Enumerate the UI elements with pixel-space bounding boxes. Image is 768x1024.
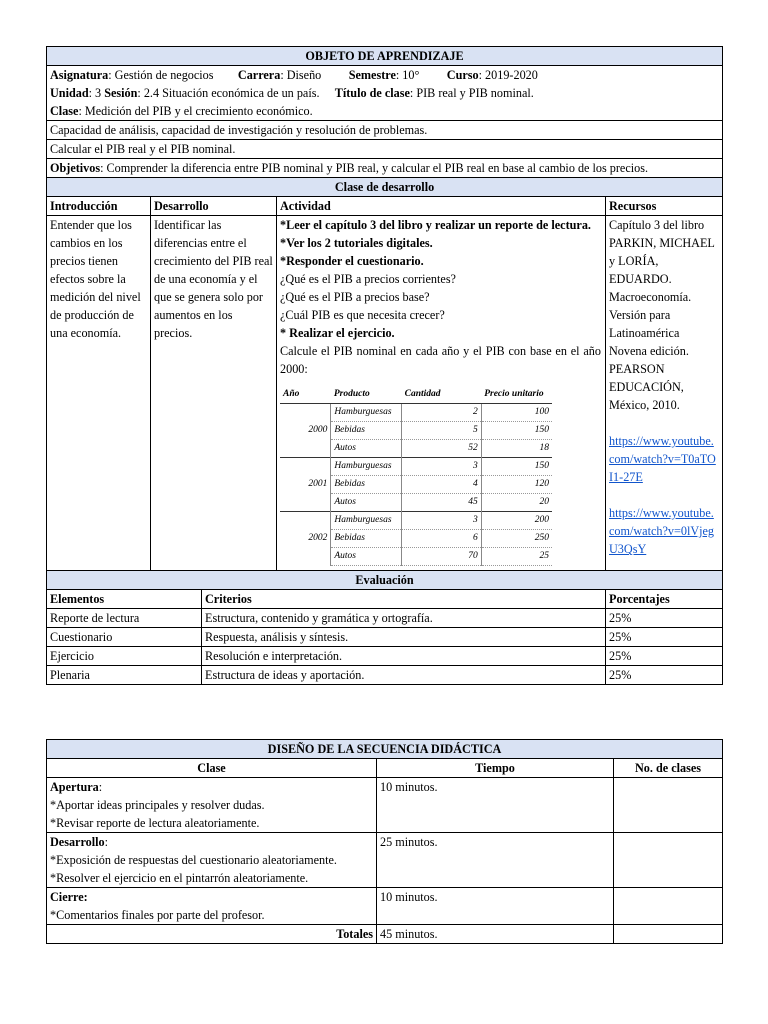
apertura-no [614, 778, 723, 833]
act-q1: ¿Qué es el PIB a precios corrientes? [280, 272, 456, 286]
ex-cell: 25 [481, 548, 552, 566]
act-responder: *Responder el cuestionario. [280, 254, 424, 268]
eval-elemento: Ejercicio [47, 647, 202, 666]
ex-cell: Autos [331, 548, 402, 566]
totales-label: Totales [47, 925, 377, 944]
act-realizar: * Realizar el ejercicio. [280, 326, 395, 340]
ex-header-precio: Precio unitario [481, 386, 552, 404]
ex-cell: Bebidas [331, 422, 402, 440]
ex-cell: 250 [481, 530, 552, 548]
recursos-cell [606, 216, 723, 571]
desarrollo-time: 25 minutos. [377, 833, 614, 888]
intro-cell: Entender que los cambios en los precios tienen efectos sobre la medición del nivel de producción de una economía. [47, 216, 151, 571]
ex-cell: 200 [481, 512, 552, 530]
eval-porcentaje: 25% [606, 666, 723, 685]
ex-cell: 20 [481, 494, 552, 512]
recursos-book: Capítulo 3 del libro PARKIN, MICHAEL y LORÍA, EDUARDO. Macroeconomía. Versión para Latinoamérica Novena edición. PEARSON EDUCACIÓN, México, 2010. [609, 218, 715, 412]
desarrollo-section-title: Clase de desarrollo [47, 178, 723, 197]
secuencia-title: DISEÑO DE LA SECUENCIA DIDÁCTICA [47, 740, 723, 759]
eval-row [47, 647, 723, 666]
ex-cell: 150 [481, 422, 552, 440]
col-desarrollo: Desarrollo [151, 197, 277, 216]
col-porcentajes: Porcentajes [606, 590, 723, 609]
ex-cell: Hamburguesas [331, 404, 402, 422]
ex-cell: 120 [481, 476, 552, 494]
youtube-link-1[interactable]: https://www.youtube.com/watch?v=T0aTOI1-27E [609, 434, 716, 484]
ex-year-2000: 2000 [280, 404, 331, 458]
eval-elemento: Cuestionario [47, 628, 202, 647]
apertura-cell: Apertura: *Aportar ideas principales y resolver dudas. *Revisar reporte de lectura aleatoriamente. [47, 778, 377, 833]
objeto-aprendizaje-table [46, 46, 723, 685]
objetivos-row: Objetivos: Comprender la diferencia entre PIB nominal y PIB real, y calcular el PIB real en base al cambio de los precios. [47, 159, 723, 178]
eval-porcentaje: 25% [606, 609, 723, 628]
eval-porcentaje: 25% [606, 647, 723, 666]
evaluacion-title: Evaluación [47, 571, 723, 590]
ex-header-ano: Año [280, 386, 331, 404]
desarrollo-seq-cell: Desarrollo: *Exposición de respuestas del cuestionario aleatoriamente. *Resolver el ejercicio en el pintarrón aleatoriamente. [47, 833, 377, 888]
ex-cell: 150 [481, 458, 552, 476]
ex-cell: Autos [331, 494, 402, 512]
totales-time: 45 minutos. [377, 925, 614, 944]
ex-cell: 18 [481, 440, 552, 458]
eval-criterio: Resolución e interpretación. [202, 647, 606, 666]
ex-cell: 4 [402, 476, 482, 494]
col-no-clases: No. de clases [614, 759, 723, 778]
ex-year-2002: 2002 [280, 512, 331, 566]
general-info: Asignatura: Gestión de negocios Carrera: Diseño Semestre: 10° Curso: 2019-2020 Unidad: 3 Sesión: 2.4 Situación económica de un país. Título de clase: PIB real y PIB nominal. Clase: Medición del PIB y el crecimiento económico. [47, 66, 723, 121]
act-calcule: Calcule el PIB nominal en cada año y el PIB con base en el año 2000: [280, 344, 601, 376]
totales-no [614, 925, 723, 944]
act-q3: ¿Cuál PIB es que necesita crecer? [280, 308, 445, 322]
calcular-row: Calcular el PIB real y el PIB nominal. [47, 140, 723, 159]
ex-cell: 100 [481, 404, 552, 422]
cierre-cell: Cierre: *Comentarios finales por parte del profesor. [47, 888, 377, 925]
col-introduccion: Introducción [47, 197, 151, 216]
ex-cell: Autos [331, 440, 402, 458]
ex-header-producto: Producto [331, 386, 402, 404]
ex-cell: 70 [402, 548, 482, 566]
ex-cell: 3 [402, 458, 482, 476]
cierre-time: 10 minutos. [377, 888, 614, 925]
desarrollo-cell: Identificar las diferencias entre el crecimiento del PIB real de una economía y el que se genera solo por aumentos en los precios. [151, 216, 277, 571]
ex-cell: 45 [402, 494, 482, 512]
eval-row [47, 666, 723, 685]
eval-criterio: Estructura, contenido y gramática y ortografía. [202, 609, 606, 628]
eval-elemento: Reporte de lectura [47, 609, 202, 628]
ex-cell: 5 [402, 422, 482, 440]
col-criterios: Criterios [202, 590, 606, 609]
cierre-no [614, 888, 723, 925]
ex-header-cantidad: Cantidad [402, 386, 482, 404]
col-actividad: Actividad [277, 197, 606, 216]
ex-cell: 3 [402, 512, 482, 530]
youtube-link-2[interactable]: https://www.youtube.com/watch?v=0lVjegU3QsY [609, 506, 715, 556]
capacidad-row: Capacidad de análisis, capacidad de investigación y resolución de problemas. [47, 121, 723, 140]
eval-elemento: Plenaria [47, 666, 202, 685]
secuencia-didactica-table [46, 739, 723, 944]
eval-criterio: Estructura de ideas y aportación. [202, 666, 606, 685]
ex-cell: Bebidas [331, 476, 402, 494]
exercise-table [280, 386, 552, 566]
act-ver: *Ver los 2 tutoriales digitales. [280, 236, 433, 250]
act-q2: ¿Qué es el PIB a precios base? [280, 290, 430, 304]
apertura-time: 10 minutos. [377, 778, 614, 833]
col-recursos: Recursos [606, 197, 723, 216]
ex-cell: Hamburguesas [331, 512, 402, 530]
eval-porcentaje: 25% [606, 628, 723, 647]
ex-cell: 52 [402, 440, 482, 458]
eval-row [47, 628, 723, 647]
eval-row [47, 609, 723, 628]
col-elementos: Elementos [47, 590, 202, 609]
col-clase: Clase [47, 759, 377, 778]
act-leer: *Leer el capítulo 3 del libro y realizar un reporte de lectura. [280, 218, 591, 232]
objeto-title: OBJETO DE APRENDIZAJE [47, 47, 723, 66]
ex-cell: Bebidas [331, 530, 402, 548]
ex-year-2001: 2001 [280, 458, 331, 512]
ex-cell: Hamburguesas [331, 458, 402, 476]
actividad-cell [277, 216, 606, 571]
ex-cell: 2 [402, 404, 482, 422]
col-tiempo: Tiempo [377, 759, 614, 778]
eval-criterio: Respuesta, análisis y síntesis. [202, 628, 606, 647]
ex-cell: 6 [402, 530, 482, 548]
desarrollo-no [614, 833, 723, 888]
